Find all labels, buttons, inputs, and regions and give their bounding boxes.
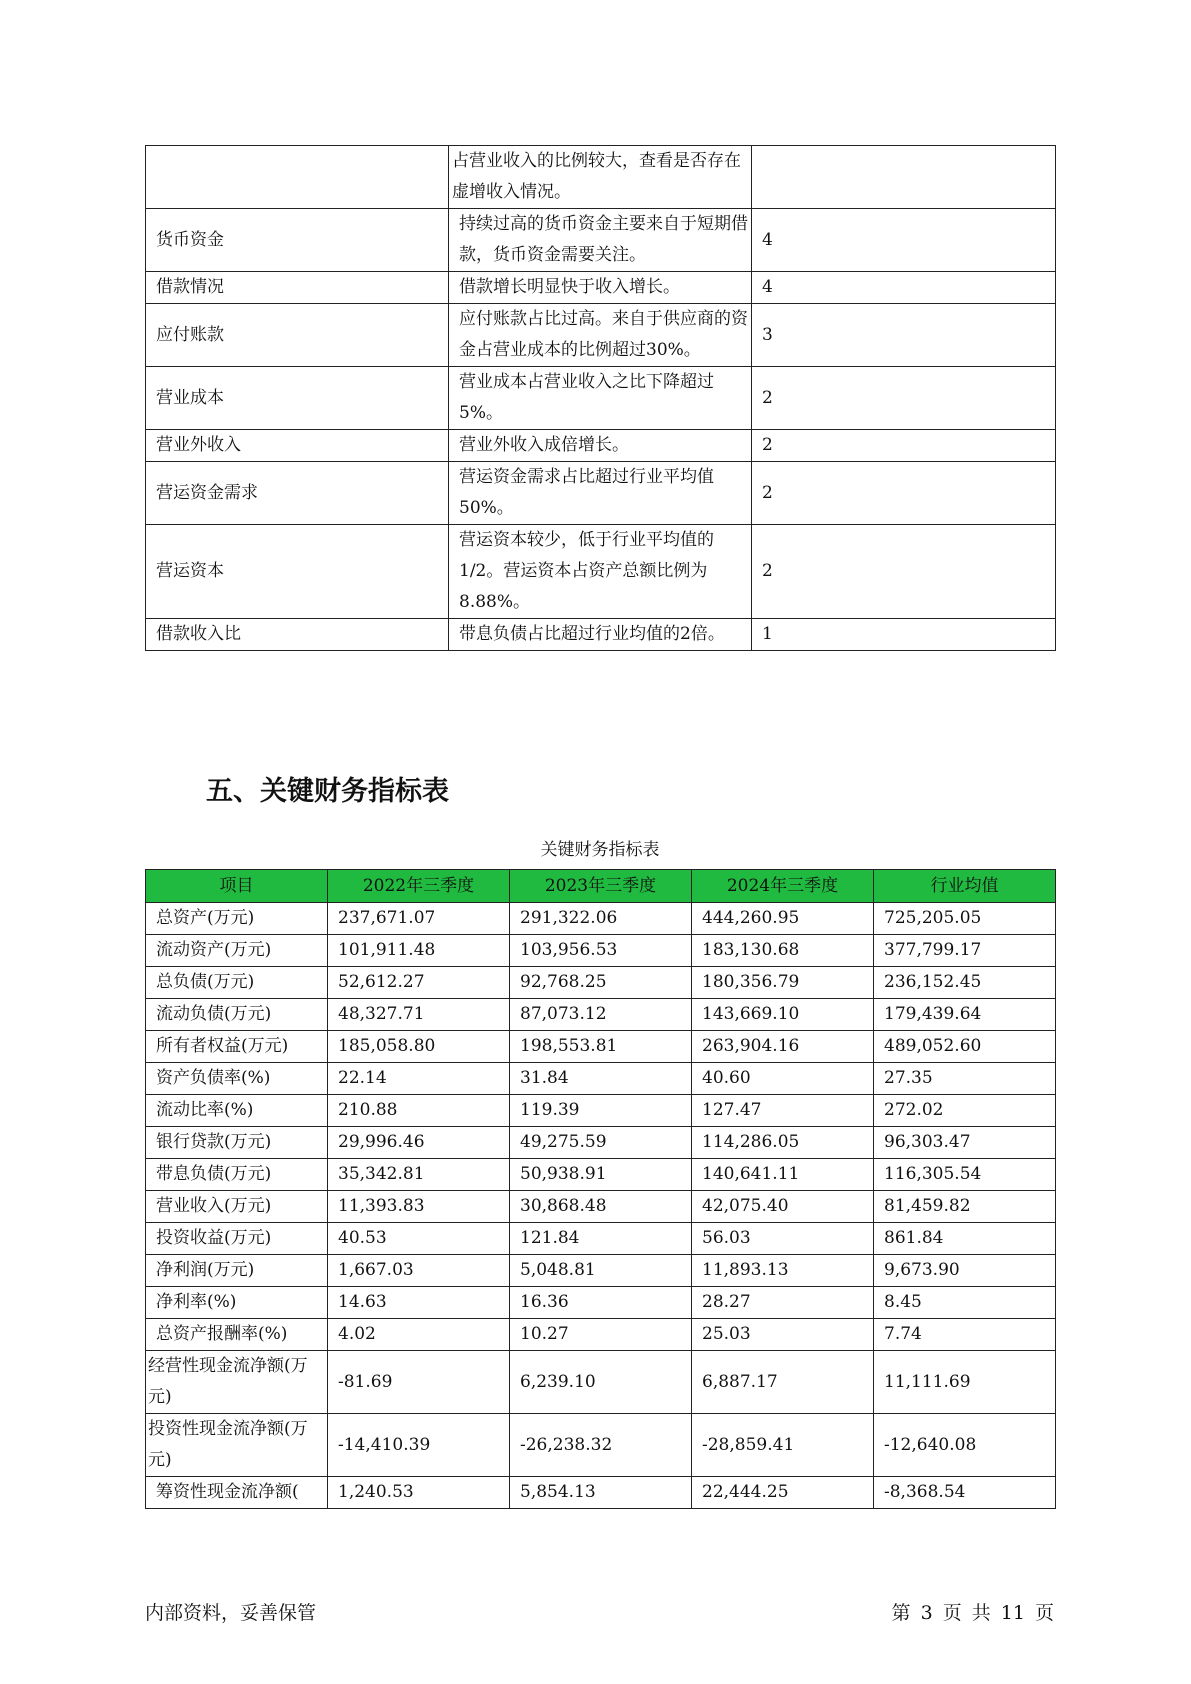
table-row — [146, 1127, 1056, 1159]
table-row — [146, 1191, 1056, 1223]
table-row — [146, 903, 1056, 935]
risk-score: 3 — [752, 304, 1056, 367]
indicator-value: 48,327.71 — [328, 999, 510, 1031]
indicator-name: 投资性现金流净额(万元) — [146, 1414, 328, 1477]
key-financial-indicators-table — [145, 869, 1056, 1509]
indicator-name: 流动比率(%) — [146, 1095, 328, 1127]
indicator-value: 4.02 — [328, 1319, 510, 1351]
indicator-value: 116,305.54 — [874, 1159, 1056, 1191]
table-row — [146, 1159, 1056, 1191]
indicator-value: 87,073.12 — [510, 999, 692, 1031]
risk-item: 借款收入比 — [146, 619, 449, 651]
risk-score: 2 — [752, 430, 1056, 462]
indicator-value: 7.74 — [874, 1319, 1056, 1351]
risk-description: 带息负债占比超过行业均值的2倍。 — [449, 619, 752, 651]
risk-description: 应付账款占比过高。来自于供应商的资金占营业成本的比例超过30%。 — [449, 304, 752, 367]
table-row — [146, 935, 1056, 967]
indicator-value: 22.14 — [328, 1063, 510, 1095]
indicator-value: -81.69 — [328, 1351, 510, 1414]
risk-item — [146, 146, 449, 209]
indicator-value: 50,938.91 — [510, 1159, 692, 1191]
table-row — [146, 1223, 1056, 1255]
indicator-value: 127.47 — [692, 1095, 874, 1127]
indicator-value: 10.27 — [510, 1319, 692, 1351]
indicator-value: 210.88 — [328, 1095, 510, 1127]
risk-item: 借款情况 — [146, 272, 449, 304]
table-row — [146, 430, 1056, 462]
indicator-value: 179,439.64 — [874, 999, 1056, 1031]
risk-description: 营业成本占营业收入之比下降超过5%。 — [449, 367, 752, 430]
indicator-value: 42,075.40 — [692, 1191, 874, 1223]
header-2023q3: 2023年三季度 — [510, 870, 692, 903]
table-row — [146, 1351, 1056, 1414]
indicator-value: 29,996.46 — [328, 1127, 510, 1159]
indicator-value: 40.53 — [328, 1223, 510, 1255]
indicator-value: 28.27 — [692, 1287, 874, 1319]
header-industry-avg: 行业均值 — [874, 870, 1056, 903]
indicator-value: 14.63 — [328, 1287, 510, 1319]
table-row — [146, 1255, 1056, 1287]
table-row — [146, 304, 1056, 367]
header-2022q3: 2022年三季度 — [328, 870, 510, 903]
indicator-value: 31.84 — [510, 1063, 692, 1095]
indicator-name: 总负债(万元) — [146, 967, 328, 999]
table-row — [146, 525, 1056, 619]
indicator-value: 180,356.79 — [692, 967, 874, 999]
table-row — [146, 462, 1056, 525]
indicator-value: 143,669.10 — [692, 999, 874, 1031]
risk-description: 营运资金需求占比超过行业平均值50%。 — [449, 462, 752, 525]
risk-score: 2 — [752, 525, 1056, 619]
table-header-row — [146, 870, 1056, 903]
indicator-value: 8.45 — [874, 1287, 1056, 1319]
table-row — [146, 272, 1056, 304]
indicator-value: 444,260.95 — [692, 903, 874, 935]
indicator-value: 25.03 — [692, 1319, 874, 1351]
table-row — [146, 146, 1056, 209]
indicator-name: 投资收益(万元) — [146, 1223, 328, 1255]
indicator-value: 272.02 — [874, 1095, 1056, 1127]
risk-description: 营运资本较少，低于行业平均值的1/2。营运资本占资产总额比例为8.88%。 — [449, 525, 752, 619]
table-row — [146, 1319, 1056, 1351]
risk-item: 营运资本 — [146, 525, 449, 619]
indicator-name: 资产负债率(%) — [146, 1063, 328, 1095]
risk-description: 占营业收入的比例较大，查看是否存在虚增收入情况。 — [449, 146, 752, 209]
indicator-name: 总资产报酬率(%) — [146, 1319, 328, 1351]
indicator-value: 40.60 — [692, 1063, 874, 1095]
indicator-value: 198,553.81 — [510, 1031, 692, 1063]
indicator-value: 183,130.68 — [692, 935, 874, 967]
indicator-value: 263,904.16 — [692, 1031, 874, 1063]
risk-description: 持续过高的货币资金主要来自于短期借款，货币资金需要关注。 — [449, 209, 752, 272]
risk-item: 营运资金需求 — [146, 462, 449, 525]
indicator-name: 所有者权益(万元) — [146, 1031, 328, 1063]
indicator-name: 银行贷款(万元) — [146, 1127, 328, 1159]
indicator-value: 861.84 — [874, 1223, 1056, 1255]
indicator-value: 114,286.05 — [692, 1127, 874, 1159]
table-row — [146, 1031, 1056, 1063]
indicator-value: -14,410.39 — [328, 1414, 510, 1477]
indicator-value: 11,111.69 — [874, 1351, 1056, 1414]
indicator-name: 总资产(万元) — [146, 903, 328, 935]
table-row — [146, 967, 1056, 999]
indicator-name: 流动负债(万元) — [146, 999, 328, 1031]
indicator-value: 52,612.27 — [328, 967, 510, 999]
risk-score: 1 — [752, 619, 1056, 651]
table-row — [146, 1414, 1056, 1477]
indicator-value: 119.39 — [510, 1095, 692, 1127]
risk-table — [145, 145, 1056, 651]
indicator-value: 236,152.45 — [874, 967, 1056, 999]
indicator-name: 带息负债(万元) — [146, 1159, 328, 1191]
table-row — [146, 367, 1056, 430]
indicator-value: 377,799.17 — [874, 935, 1056, 967]
risk-score: 4 — [752, 272, 1056, 304]
indicator-value: -28,859.41 — [692, 1414, 874, 1477]
indicator-value: 96,303.47 — [874, 1127, 1056, 1159]
indicator-value: 291,322.06 — [510, 903, 692, 935]
indicator-name: 筹资性现金流净额( — [146, 1477, 328, 1509]
indicator-value: 1,240.53 — [328, 1477, 510, 1509]
indicator-value: 9,673.90 — [874, 1255, 1056, 1287]
risk-item: 应付账款 — [146, 304, 449, 367]
indicator-value: 35,342.81 — [328, 1159, 510, 1191]
footer-confidential-note: 内部资料，妥善保管 — [145, 1602, 317, 1624]
header-2024q3: 2024年三季度 — [692, 870, 874, 903]
table-row — [146, 1287, 1056, 1319]
indicator-value: 101,911.48 — [328, 935, 510, 967]
risk-score — [752, 146, 1056, 209]
indicator-value: 103,956.53 — [510, 935, 692, 967]
risk-score: 2 — [752, 462, 1056, 525]
risk-item: 货币资金 — [146, 209, 449, 272]
indicator-value: 1,667.03 — [328, 1255, 510, 1287]
indicator-value: -8,368.54 — [874, 1477, 1056, 1509]
indicator-value: 185,058.80 — [328, 1031, 510, 1063]
table-row — [146, 1063, 1056, 1095]
indicator-value: 140,641.11 — [692, 1159, 874, 1191]
indicator-value: 5,854.13 — [510, 1477, 692, 1509]
table-row — [146, 1095, 1056, 1127]
indicator-value: 725,205.05 — [874, 903, 1056, 935]
table-row — [146, 619, 1056, 651]
risk-score: 2 — [752, 367, 1056, 430]
indicator-value: 22,444.25 — [692, 1477, 874, 1509]
indicator-value: 11,393.83 — [328, 1191, 510, 1223]
footer-page-number: 第 3 页 共 11 页 — [891, 1602, 1054, 1624]
indicator-value: 121.84 — [510, 1223, 692, 1255]
indicator-value: 16.36 — [510, 1287, 692, 1319]
section-heading: 五、关键财务指标表 — [206, 776, 449, 807]
indicator-name: 经营性现金流净额(万元) — [146, 1351, 328, 1414]
indicator-value: 30,868.48 — [510, 1191, 692, 1223]
indicator-value: -12,640.08 — [874, 1414, 1056, 1477]
indicator-value: 6,887.17 — [692, 1351, 874, 1414]
header-item: 项目 — [146, 870, 328, 903]
indicator-value: 6,239.10 — [510, 1351, 692, 1414]
table-row — [146, 209, 1056, 272]
indicator-name: 流动资产(万元) — [146, 935, 328, 967]
indicator-value: -26,238.32 — [510, 1414, 692, 1477]
indicator-value: 81,459.82 — [874, 1191, 1056, 1223]
risk-score: 4 — [752, 209, 1056, 272]
indicator-value: 92,768.25 — [510, 967, 692, 999]
indicator-value: 27.35 — [874, 1063, 1056, 1095]
indicator-value: 237,671.07 — [328, 903, 510, 935]
risk-description: 借款增长明显快于收入增长。 — [449, 272, 752, 304]
indicator-value: 11,893.13 — [692, 1255, 874, 1287]
indicator-value: 489,052.60 — [874, 1031, 1056, 1063]
risk-item: 营业外收入 — [146, 430, 449, 462]
indicator-value: 5,048.81 — [510, 1255, 692, 1287]
risk-item: 营业成本 — [146, 367, 449, 430]
table-row — [146, 999, 1056, 1031]
table-caption: 关键财务指标表 — [540, 840, 660, 860]
risk-description: 营业外收入成倍增长。 — [449, 430, 752, 462]
indicator-name: 营业收入(万元) — [146, 1191, 328, 1223]
indicator-name: 净利润(万元) — [146, 1255, 328, 1287]
indicator-name: 净利率(%) — [146, 1287, 328, 1319]
table-row — [146, 1477, 1056, 1509]
indicator-value: 56.03 — [692, 1223, 874, 1255]
indicator-value: 49,275.59 — [510, 1127, 692, 1159]
